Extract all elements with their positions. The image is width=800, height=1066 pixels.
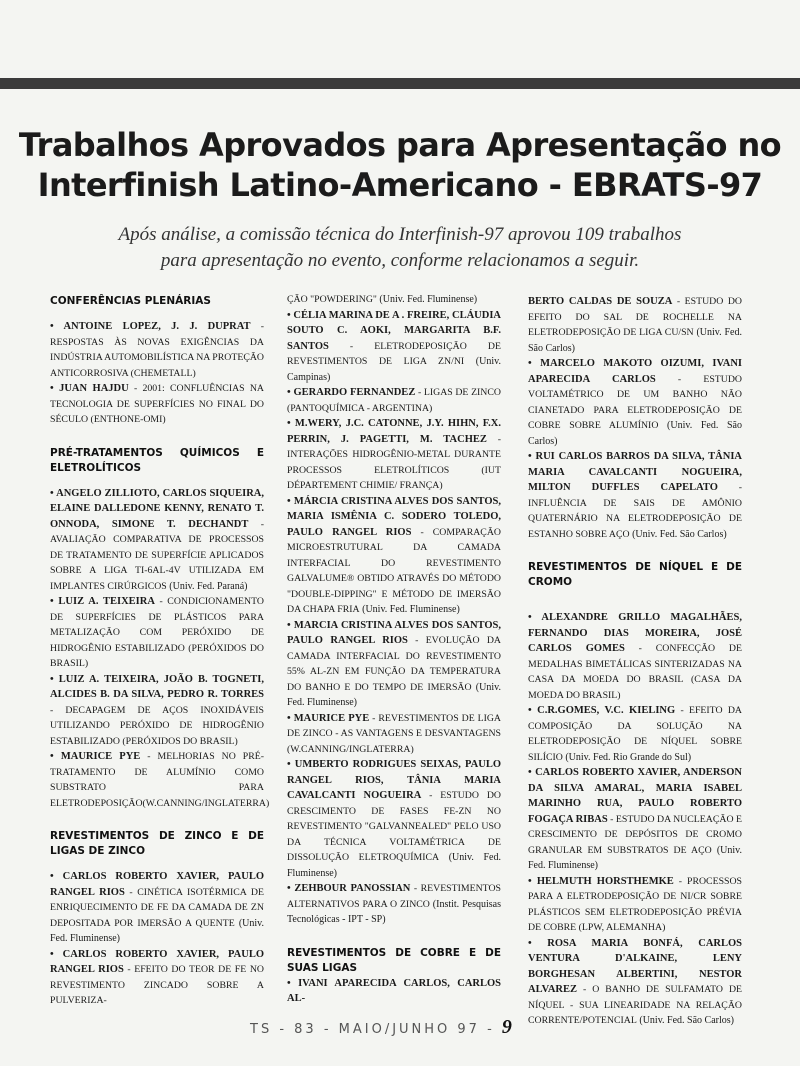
column-2	[287, 292, 501, 1007]
paper-title: - ESTUDO DO CRESCIMENTO DE FASES FE-ZN NO REVESTIMENTO "GALVANNEALED" PELO USO DA TÉCNICA VOLTAMÉTRICA DE DISSOLUÇÃO ELETROQUÍMICA	[287, 790, 501, 863]
paper-entry-continued	[287, 292, 501, 308]
paper-title: - EFEITO DA COMPOSIÇÃO DA SOLUÇÃO NA ELETRODEPOSIÇÃO DE NÍQUEL SOBRE SILÍCIO	[528, 705, 742, 763]
authors: • LUIZ A. TEIXEIRA	[50, 596, 155, 607]
authors: • RUI CARLOS BARROS DA SILVA, TÂNIA MARIA CAVALCANTI NOGUEIRA, MILTON DUFFLES CAPELATO	[528, 451, 742, 493]
institution: (Univ. Fed. São Carlos)	[528, 420, 742, 447]
paper-title: - CONFECÇÃO DE MEDALHAS BIMETÁLICAS SINTERIZADAS NA CASA DA MOEDA DO BRASIL (CASA DA MOEDA DO BRASIL)	[528, 643, 742, 701]
authors: • MARCELO MAKOTO OIZUMI, IVANI APARECIDA CARLOS	[528, 358, 742, 385]
authors: • UMBERTO RODRIGUES SEIXAS, PAULO RANGEL RIOS, TÂNIA MARIA CAVALCANTI NOGUEIRA	[287, 759, 501, 801]
authors: • MAURICE PYE	[50, 751, 141, 762]
institution: (Univ. Fed. Fluminense)	[50, 917, 265, 944]
authors: • JUAN HAJDU	[50, 383, 129, 394]
paper-title: - INTERAÇÕES HIDROGÊNIO-METAL DURANTE PROCESSOS ELETROLÍTICOS (IUT DÉPARTEMENT CHIMIE/ FRANÇA)	[287, 433, 501, 491]
institution: (Univ. Fed. São Carlos)	[528, 327, 742, 354]
subtitle-line-1: Após análise, a comissão técnica do Interfinish-97 aprovou 109 trabalhos	[118, 224, 682, 245]
paper-entry	[287, 711, 501, 758]
page-title	[0, 125, 800, 205]
subtitle-line-2: para apresentação no evento, conforme relacionamos a seguir.	[160, 250, 640, 271]
paper-title: - INFLUÊNCIA DE SAIS DE AMÔNIO QUATERNÁRIO NA ELETRODEPOSIÇÃO DE ESTANHO SOBRE AÇO	[528, 482, 742, 540]
section-heading: REVESTIMENTOS DE NÍQUEL E DE CROMO	[528, 561, 742, 588]
section-heading: PRÉ-TRATAMENTOS QUÍMICOS E ELETROLÍTICOS	[50, 446, 264, 474]
title-line-1: Trabalhos Aprovados para Apresentação no	[18, 126, 782, 164]
paper-entry	[287, 494, 501, 618]
paper-entry	[50, 319, 264, 381]
spacer	[528, 600, 742, 610]
institution: (Univ. Fed. Fluminense)	[528, 844, 742, 871]
paper-entry-continued	[528, 294, 742, 356]
paper-title: - ESTUDO DA NUCLEAÇÃO E CRESCIMENTO DE DEPÓSITOS DE CROMO GRANULAR EM SUBSTRATOS DE AÇO	[528, 813, 742, 856]
paper-entry	[287, 416, 501, 494]
paper-entry	[528, 356, 742, 449]
paper-title: - REVESTIMENTOS ALTERNATIVOS PARA O ZINCO	[287, 883, 501, 910]
authors: • IVANI APARECIDA CARLOS, CARLOS AL-	[287, 977, 501, 1004]
section-heading: CONFERÊNCIAS PLENÁRIAS	[50, 295, 211, 307]
authors: • C.R.GOMES, V.C. KIELING	[528, 705, 676, 716]
paper-entry	[287, 385, 501, 416]
paper-title: - DECAPAGEM DE AÇOS INOXIDÁVEIS UTILIZANDO PERÓXIDO DE HIDROGÊNIO ESTABILIZADO (PERÓXIDOS DO BRASIL)	[50, 704, 264, 747]
institution: (Univ. Fed. Paraná)	[166, 580, 248, 592]
paper-entry	[50, 947, 264, 1009]
authors: • CARLOS ROBERTO XAVIER, PAULO RANGEL RIOS	[50, 871, 264, 898]
authors: • ANTOINE LOPEZ, J. J. DUPRAT	[50, 321, 251, 332]
authors: • CÉLIA MARINA DE A . FREIRE, CLÁUDIA SOUTO C. AOKI, MARGARITA B.F. SANTOS	[287, 309, 501, 352]
column-1	[50, 294, 270, 1009]
section-heading: REVESTIMENTOS DE COBRE E DE SUAS LIGAS	[287, 946, 501, 974]
authors: • MARCIA CRISTINA ALVES DOS SANTOS, PAULO RANGEL RIOS	[287, 619, 501, 646]
title-line-2: Interfinish Latino-Americano - EBRATS-97	[37, 166, 763, 204]
paper-title: - CONDICIONAMENTO DE SUPERFÍCIES DE PLÁSTICOS PARA METALIZAÇÃO COM PERÓXIDO DE HIDROGÊNIO ESTABILIZADO (PERÓXIDOS DO BRASIL)	[50, 596, 264, 669]
paper-title: - RESPOSTAS ÀS NOVAS EXIGÊNCIAS DA INDÚSTRIA AUTOMOBILÍSTICA NA PROTEÇÃO ANTICORROSIVA (CHEMETALL)	[50, 321, 265, 379]
institution: (Univ. Campinas)	[287, 356, 501, 383]
paper-entry	[528, 936, 742, 1029]
paper-entry	[287, 976, 501, 1007]
paper-title: - CINÉTICA ISOTÉRMICA DE ENRIQUECIMENTO DE FE DA CAMADA DE ZN DEPOSITADA POR IMERSÃO A QUENTE	[50, 886, 264, 929]
paper-title: - 2001: CONFLUÊNCIAS NA TECNOLOGIA DE SUPERFÍCIES NO FINAL DO SÉCULO (ENTHONE-OMI)	[50, 383, 264, 425]
authors: • ANGELO ZILLIOTO, CARLOS SIQUEIRA, ELAINE DALLEDONE KENNY, RENATO T. ONNODA, SIMONE T. DECHANDT	[50, 487, 264, 530]
institution: (Univ. Fed. Fluminense)	[359, 604, 460, 615]
paper-title: - EFEITO DO TEOR DE FE NO REVESTIMENTO ZINCADO SOBRE A PULVERIZA-	[50, 964, 264, 1006]
paper-entry	[528, 874, 742, 936]
institution: (Univ. Fed. Fluminense)	[376, 294, 478, 305]
paper-title: - REVESTIMENTOS DE LIGA DE ZINCO - AS VANTAGENS E DESVANTAGENS (W.CANNING/INGLATERRA)	[287, 712, 502, 755]
paper-title: - MELHORIAS NO PRÉ-TRATAMENTO DE ALUMÍNIO COMO SUBSTRATO PARA ELETRODEPOSIÇÃO(W.CANNING/INGLATERRA)	[50, 751, 270, 809]
institution: (Instit. Pesquisas Tecnológicas - IPT - SP)	[287, 898, 501, 925]
authors: • GERARDO FERNANDEZ	[287, 387, 416, 398]
authors: • ALEXANDRE GRILLO MAGALHÃES, FERNANDO DIAS MOREIRA, JOSÉ CARLOS GOMES	[528, 612, 742, 654]
paper-title: - LIGAS DE ZINCO (PANTOQUÍMICA - ARGENTINA)	[287, 387, 501, 414]
page-number: 9	[501, 1016, 512, 1038]
institution: (Univ. Fed. Fluminense)	[287, 852, 501, 879]
authors: • MAURICE PYE	[287, 712, 370, 724]
paper-entry	[528, 449, 742, 542]
paper-entry	[528, 610, 742, 703]
authors: • MÁRCIA CRISTINA ALVES DOS SANTOS, MARIA ISMÊNIA C. SODERO TOLEDO, PAULO RANGEL RIOS	[287, 495, 501, 538]
paper-title: - ELETRODEPOSIÇÃO DE REVESTIMENTOS DE LIGA ZN/NI	[287, 340, 501, 367]
authors: • ZEHBOUR PANOSSIAN	[287, 883, 411, 894]
institution: (Univ. Fed. São Carlos)	[636, 1015, 734, 1026]
authors: BERTO CALDAS DE SOUZA	[528, 296, 673, 307]
paper-entry	[50, 381, 264, 428]
institution: (Univ. Fed. Fluminense)	[287, 681, 501, 708]
paper-entry	[50, 594, 264, 672]
institution: (Univ. Fed. São Carlos)	[629, 528, 727, 540]
paper-entry	[50, 749, 270, 811]
paper-entry	[50, 672, 264, 750]
paper-entry	[528, 765, 742, 874]
paper-title: - AVALIAÇÃO COMPARATIVA DE PROCESSOS DE TRATAMENTO DE SUPERFÍCIE APLICADOS SOBRE A LIGA TI-6AL-4V UTILIZADA EM IMPLANTES CIRÚRGICOS	[50, 518, 264, 592]
page-subtitle	[100, 222, 700, 274]
paper-entry	[287, 757, 501, 881]
authors: • ROSA MARIA BONFÁ, CARLOS VENTURA D'ALKAINE, LENY BORGHESAN ALBERTINI, NESTOR ALVAREZ	[528, 937, 742, 995]
paper-entry	[287, 308, 501, 386]
authors: • M.WERY, J.C. CATONNE, J.Y. HIHN, F.X. PERRIN, J. PAGETTI, M. TACHEZ	[287, 418, 501, 445]
paper-title: - ESTUDO DO EFEITO DO SAL DE ROCHELLE NA ELETRODEPOSIÇÃO DE LIGA CU/SN	[528, 296, 743, 338]
page-footer	[250, 1016, 550, 1039]
authors: • HELMUTH HORSTHEMKE	[528, 875, 674, 887]
authors: • CARLOS ROBERTO XAVIER, PAULO RANGEL RIOS	[50, 948, 264, 975]
authors: • CARLOS ROBERTO XAVIER, ANDERSON DA SILVA AMARAL, MARIA ISABEL MARINHO RUA, PAULO ROBERTO FOGAÇA RIBAS	[528, 767, 742, 825]
paper-title: - PROCESSOS PARA A ELETRODEPOSIÇÃO DE NI/CR SOBRE PLÁSTICOS SEM ELETRODEPOSIÇÃO PRÉVIA DE COBRE (LPW, ALEMANHA)	[528, 875, 742, 933]
paper-title: ÇÃO "POWDERING"	[287, 294, 377, 305]
institution: (Univ. Fed. Rio Grande do Sul)	[562, 751, 692, 763]
paper-title: - ESTUDO VOLTAMÉTRICO DE UM BANHO NÃO CIANETADO PARA ELETRODEPOSIÇÃO DE COBRE SOBRE ALUMÍNIO	[528, 373, 742, 431]
header-rule	[0, 78, 800, 89]
paper-entry	[287, 618, 501, 711]
paper-entry	[50, 486, 264, 595]
paper-title: - O BANHO DE SULFAMATO DE NÍQUEL - SUA LINEARIDADE NA RELAÇÃO CORRENTE/POTENCIAL	[528, 984, 742, 1026]
paper-title: - EVOLUÇÃO DA CAMADA INTERFACIAL DO REVESTIMENTO 55% AL-ZN EM FUNÇÃO DA TEMPERATURA DO BANHO E DO TEMPO DE IMERSÃO	[287, 635, 501, 693]
paper-entry	[287, 881, 501, 928]
paper-entry	[50, 869, 264, 947]
footer-issue: TS - 83 - MAIO/JUNHO 97 -	[250, 1022, 502, 1037]
column-3	[528, 294, 742, 1029]
authors: • LUIZ A. TEIXEIRA, JOÃO B. TOGNETI, ALCIDES B. DA SILVA, PEDRO R. TORRES	[50, 673, 264, 700]
paper-entry	[528, 703, 742, 765]
paper-title: - COMPARAÇÃO MICROESTRUTURAL DA CAMADA INTERFACIAL DO REVESTIMENTO GALVALUME® OBTIDO ATRAVÉS DO MÉTODO "DOUBLE-DIPPING" E MÉTODO DE IMERSÃO DA CHAPA FRIA	[287, 526, 501, 615]
section-heading: REVESTIMENTOS DE ZINCO E DE LIGAS DE ZINCO	[50, 830, 264, 857]
